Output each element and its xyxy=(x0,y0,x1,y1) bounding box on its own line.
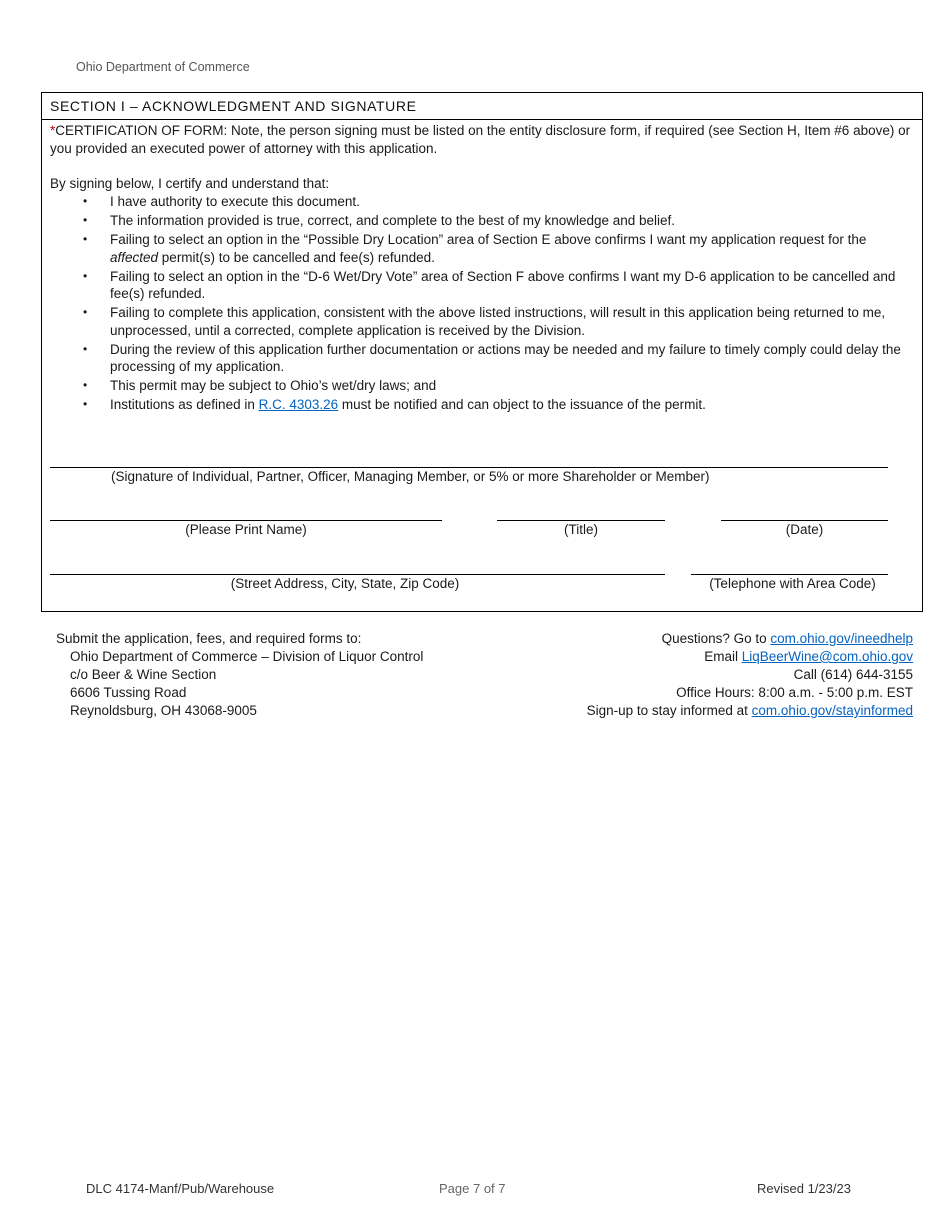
bullet-icon: • xyxy=(83,268,88,283)
agency-header: Ohio Department of Commerce xyxy=(76,60,250,74)
certify-intro: By signing below, I certify and understand that: xyxy=(50,176,330,191)
bullet-icon: • xyxy=(83,213,88,227)
list-item: • This permit may be subject to Ohio’s wet/dry laws; and xyxy=(83,378,437,393)
list-item: • Failing to select an option in the “D-6 Wet/Dry Vote” area of Section F above confirms I want my D-6 application to be cancelled and fee(s) refunded. xyxy=(83,268,896,301)
list-item: • Institutions as defined in R.C. 4303.26 must be notified and can object to the issuance of the permit. xyxy=(83,397,706,412)
required-marker: * xyxy=(50,123,56,138)
hours-row: Office Hours: 8:00 a.m. - 5:00 p.m. EST xyxy=(676,685,913,700)
bullet-icon: • xyxy=(83,341,88,356)
certification-text: CERTIFICATION OF FORM: Note, the person signing must be listed on the entity disclosure form, if required (see Section H, Item #6 above) or you provided an executed power of attorney with this application. xyxy=(50,123,911,156)
title-line[interactable] xyxy=(497,520,665,521)
bullet-icon: • xyxy=(83,397,88,411)
questions-row: Questions? Go to com.ohio.gov/ineedhelp xyxy=(661,631,913,646)
submit-address-block xyxy=(56,630,423,720)
list-item: • The information provided is true, correct, and complete to the best of my knowledge and belief. xyxy=(83,213,676,228)
address-line-2: c/o Beer & Wine Section xyxy=(70,667,217,682)
date-line[interactable] xyxy=(721,520,888,521)
list-item: • Failing to complete this application, consistent with the above listed instructions, will result in this application being returned to me, unprocessed, until a corrected, complete application is received by the Division. xyxy=(83,305,886,338)
acknowledgment-section xyxy=(41,92,923,612)
certification-list xyxy=(50,193,912,414)
address-line-4: Reynoldsburg, OH 43068-9005 xyxy=(70,703,257,718)
contact-block xyxy=(587,630,913,720)
submit-heading: Submit the application, fees, and required forms to: xyxy=(56,631,362,646)
phone-row: Call (614) 644-3155 xyxy=(793,667,913,682)
telephone-label: (Telephone with Area Code) xyxy=(709,576,876,591)
address-line[interactable] xyxy=(50,574,665,575)
date-label: (Date) xyxy=(785,522,824,537)
bullet-icon: • xyxy=(83,305,88,319)
list-item: • I have authority to execute this document. xyxy=(83,194,360,209)
certification-note xyxy=(50,122,912,158)
email-row: Email LiqBeerWine@com.ohio.gov xyxy=(704,649,913,664)
bullet-icon: • xyxy=(83,378,88,392)
telephone-line[interactable] xyxy=(691,574,888,575)
print-name-label: (Please Print Name) xyxy=(185,522,307,537)
bullet-icon: • xyxy=(83,194,88,208)
print-name-line[interactable] xyxy=(50,520,442,521)
bullet-icon: • xyxy=(83,232,88,246)
section-body xyxy=(42,120,922,414)
signup-row: Sign-up to stay informed at com.ohio.gov/stayinformed xyxy=(586,703,913,718)
stayinformed-link[interactable]: com.ohio.gov/stayinformed xyxy=(751,703,913,718)
title-label: (Title) xyxy=(564,522,598,537)
form-id: DLC 4174-Manf/Pub/Warehouse xyxy=(86,1181,275,1196)
list-item: • During the review of this application further documentation or actions may be needed and my failure to timely comply could delay the processing of my application. xyxy=(83,341,901,374)
address-line-3: 6606 Tussing Road xyxy=(70,685,187,700)
signature-label: (Signature of Individual, Partner, Officer, Managing Member, or 5% or more Shareholder or Member) xyxy=(111,469,710,484)
email-link[interactable]: LiqBeerWine@com.ohio.gov xyxy=(741,649,913,664)
revised-date: Revised 1/23/23 xyxy=(757,1181,851,1196)
list-item: • Failing to select an option in the “Possible Dry Location” area of Section E above confirms I want my application request for the affected permit(s) to be cancelled and fee(s) refunded. xyxy=(83,232,867,265)
section-title: SECTION I – ACKNOWLEDGMENT AND SIGNATURE xyxy=(42,93,922,120)
rc-4303-26-link[interactable]: R.C. 4303.26 xyxy=(258,397,339,412)
signature-line[interactable] xyxy=(50,467,888,468)
ineedhelp-link[interactable]: com.ohio.gov/ineedhelp xyxy=(770,631,913,646)
address-line-1: Ohio Department of Commerce – Division of Liquor Control xyxy=(70,649,424,664)
address-label: (Street Address, City, State, Zip Code) xyxy=(230,576,460,591)
page-number: Page 7 of 7 xyxy=(439,1181,506,1196)
